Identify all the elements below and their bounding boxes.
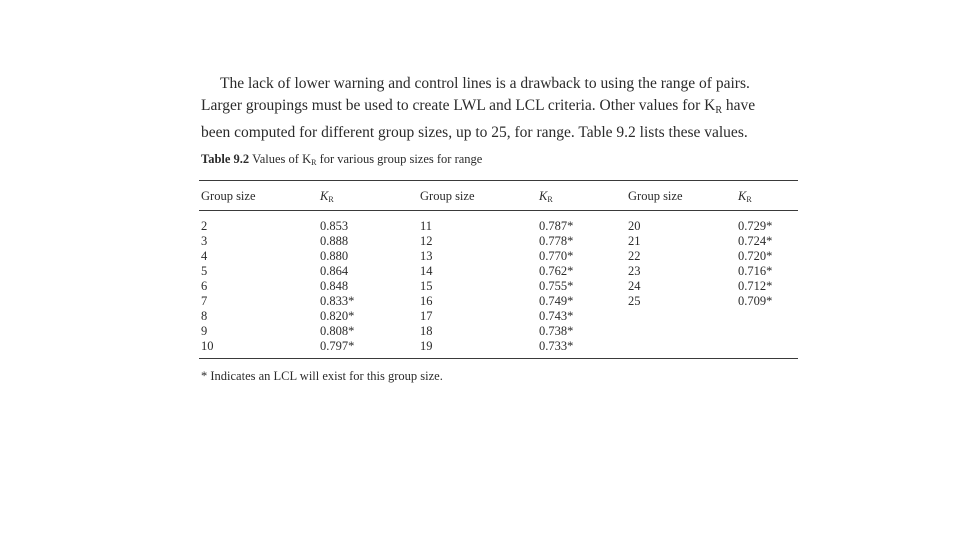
table-cell-kr: 0.888 bbox=[320, 234, 349, 248]
table-cell-group-size: 23 bbox=[628, 264, 641, 278]
table-top-rule bbox=[199, 180, 798, 181]
table-cell-kr: 0.808* bbox=[320, 324, 355, 338]
paragraph-line-1: The lack of lower warning and control lines is a drawback to using the range of pairs. bbox=[220, 75, 750, 92]
table-cell-group-size: 4 bbox=[201, 249, 208, 263]
table-cell-group-size: 2 bbox=[201, 219, 208, 233]
table-cell-group-size: 5 bbox=[201, 264, 208, 278]
table-cell-kr: 0.762* bbox=[539, 264, 574, 278]
table-header-rule bbox=[199, 210, 798, 211]
table-cell-group-size: 9 bbox=[201, 324, 208, 338]
table-cell-kr: 0.720* bbox=[738, 249, 773, 263]
table-cell-group-size: 7 bbox=[201, 294, 208, 308]
table-label: Table 9.2 bbox=[201, 152, 250, 166]
table-cell-kr: 0.853 bbox=[320, 219, 349, 233]
table-cell-group-size: 21 bbox=[628, 234, 641, 248]
table-footnote: * Indicates an LCL will exist for this group size. bbox=[201, 369, 443, 383]
paragraph-line-2: Larger groupings must be used to create LWL and LCL criteria. Other values for $K_R$ have bbox=[201, 97, 756, 116]
table-caption bbox=[201, 152, 482, 167]
table-cell-kr: 0.755* bbox=[539, 279, 574, 293]
column-kr-3 bbox=[738, 219, 772, 309]
caption-subscript: R bbox=[311, 158, 317, 167]
table-cell-kr: 0.724* bbox=[738, 234, 773, 248]
table-cell-kr: 0.729* bbox=[738, 219, 773, 233]
table-cell-group-size: 17 bbox=[420, 309, 433, 323]
kr-subscript: R bbox=[715, 105, 723, 116]
table-cell-kr: 0.770* bbox=[539, 249, 574, 263]
table-cell-group-size: 19 bbox=[420, 339, 433, 353]
table-cell-group-size: 22 bbox=[628, 249, 641, 263]
table-cell-group-size: 24 bbox=[628, 279, 641, 293]
table-cell-kr: 0.743* bbox=[539, 309, 574, 323]
column-kr-2 bbox=[539, 219, 573, 354]
table-cell-kr: 0.733* bbox=[539, 339, 574, 353]
table-cell-kr: 0.864 bbox=[320, 264, 349, 278]
table-cell-group-size: 10 bbox=[201, 339, 214, 353]
caption-prefix: Values of K bbox=[252, 152, 312, 166]
table-cell-group-size: 14 bbox=[420, 264, 433, 278]
table-cell-group-size: 13 bbox=[420, 249, 433, 263]
column-group-size-3 bbox=[628, 219, 641, 309]
column-group-size-1 bbox=[201, 219, 214, 354]
table-cell-kr: 0.797* bbox=[320, 339, 355, 353]
table-cell-kr: 0.716* bbox=[738, 264, 773, 278]
table-bottom-rule bbox=[199, 358, 798, 359]
table-cell-group-size: 8 bbox=[201, 309, 208, 323]
body-paragraph bbox=[201, 73, 801, 144]
table-cell-group-size: 12 bbox=[420, 234, 433, 248]
table-cell-group-size: 18 bbox=[420, 324, 433, 338]
paragraph-line-3: been computed for different group sizes, up to 25, for range. Table 9.2 lists these values. bbox=[201, 124, 748, 141]
table-cell-group-size: 3 bbox=[201, 234, 208, 248]
caption-suffix: for various group sizes for range bbox=[316, 152, 483, 166]
table-cell-kr: 0.787* bbox=[539, 219, 574, 233]
header-kr-1: $K_R$ bbox=[320, 189, 334, 204]
table-cell-kr: 0.820* bbox=[320, 309, 355, 323]
table-cell-kr: 0.738* bbox=[539, 324, 574, 338]
header-group-size-3: Group size bbox=[628, 189, 683, 203]
table-cell-kr: 0.833* bbox=[320, 294, 355, 308]
table-cell-group-size: 6 bbox=[201, 279, 208, 293]
column-group-size-2 bbox=[420, 219, 433, 354]
table-cell-group-size: 11 bbox=[420, 219, 433, 233]
table-cell-group-size: 16 bbox=[420, 294, 433, 308]
header-group-size-1: Group size bbox=[201, 189, 256, 203]
table-cell-group-size: 20 bbox=[628, 219, 641, 233]
column-kr-1 bbox=[320, 219, 354, 354]
table-cell-kr: 0.778* bbox=[539, 234, 574, 248]
table-cell-kr: 0.848 bbox=[320, 279, 349, 293]
table-cell-kr: 0.709* bbox=[738, 294, 773, 308]
table-cell-kr: 0.749* bbox=[539, 294, 574, 308]
table-cell-group-size: 25 bbox=[628, 294, 641, 308]
table-cell-kr: 0.712* bbox=[738, 279, 773, 293]
header-kr-2: $K_R$ bbox=[539, 189, 553, 204]
header-group-size-2: Group size bbox=[420, 189, 475, 203]
header-kr-3: $K_R$ bbox=[738, 189, 752, 204]
table-cell-group-size: 15 bbox=[420, 279, 433, 293]
table-cell-kr: 0.880 bbox=[320, 249, 349, 263]
